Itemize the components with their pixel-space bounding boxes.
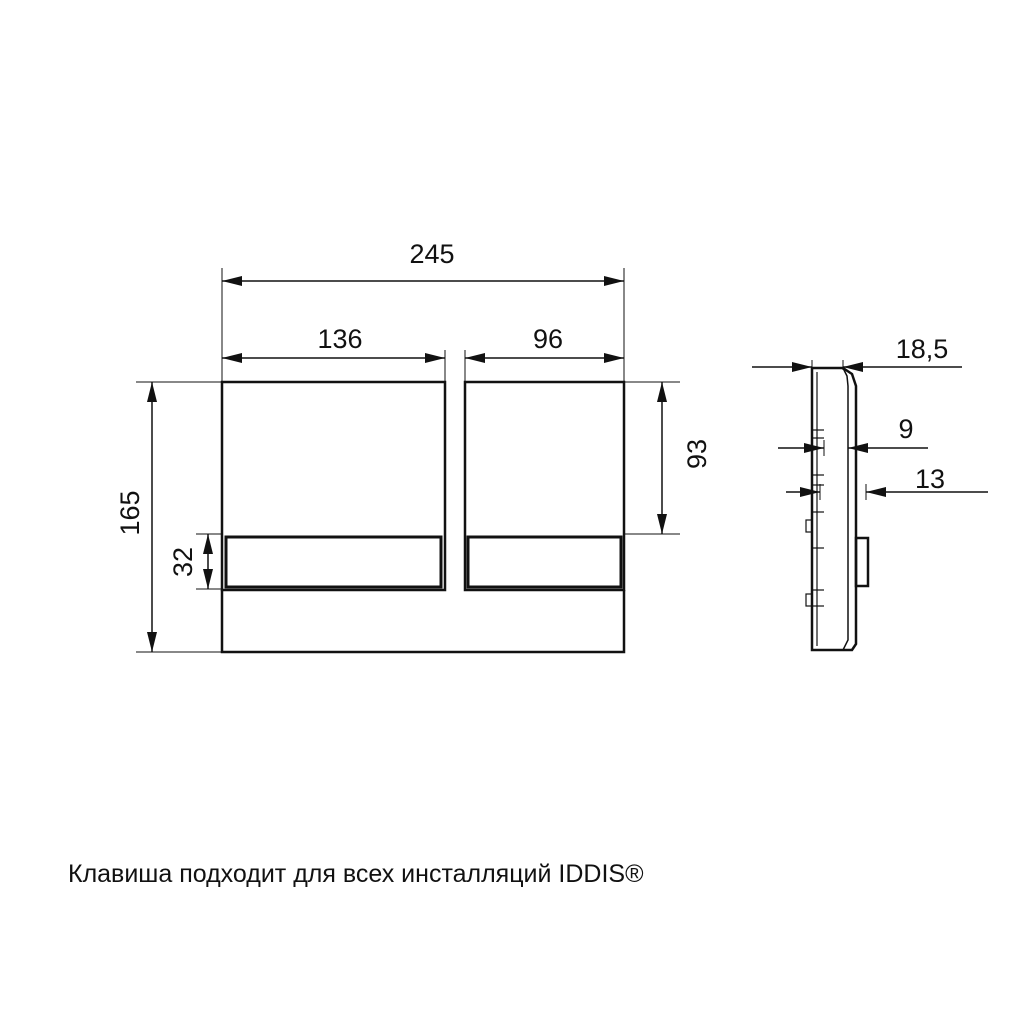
large-key-panel xyxy=(222,382,445,590)
side-dimension-lines xyxy=(752,367,988,492)
dim-plate-thickness: 9 xyxy=(898,414,914,444)
dim-key-height: 93 xyxy=(682,438,712,470)
front-view xyxy=(115,239,712,652)
dim-button-depth: 13 xyxy=(914,464,946,494)
dim-overall-height: 165 xyxy=(115,490,145,536)
side-button xyxy=(856,538,868,586)
small-key-strip xyxy=(468,537,621,587)
small-key-panel xyxy=(465,382,624,590)
extension-lines xyxy=(136,268,680,652)
dimension-lines xyxy=(152,281,662,652)
dim-strip-height: 32 xyxy=(168,546,198,578)
dim-small-key-width: 96 xyxy=(532,324,564,354)
caption-text: Клавиша подходит для всех инсталляций IDDIS® xyxy=(68,860,644,888)
plate-bottom xyxy=(222,590,624,652)
large-key-strip xyxy=(226,537,441,587)
side-body xyxy=(812,368,856,650)
side-view xyxy=(752,334,988,650)
dim-total-depth: 18,5 xyxy=(895,334,949,364)
side-inner-outline xyxy=(843,368,848,650)
dim-overall-width: 245 xyxy=(409,239,455,269)
dim-large-key-width: 136 xyxy=(317,324,363,354)
